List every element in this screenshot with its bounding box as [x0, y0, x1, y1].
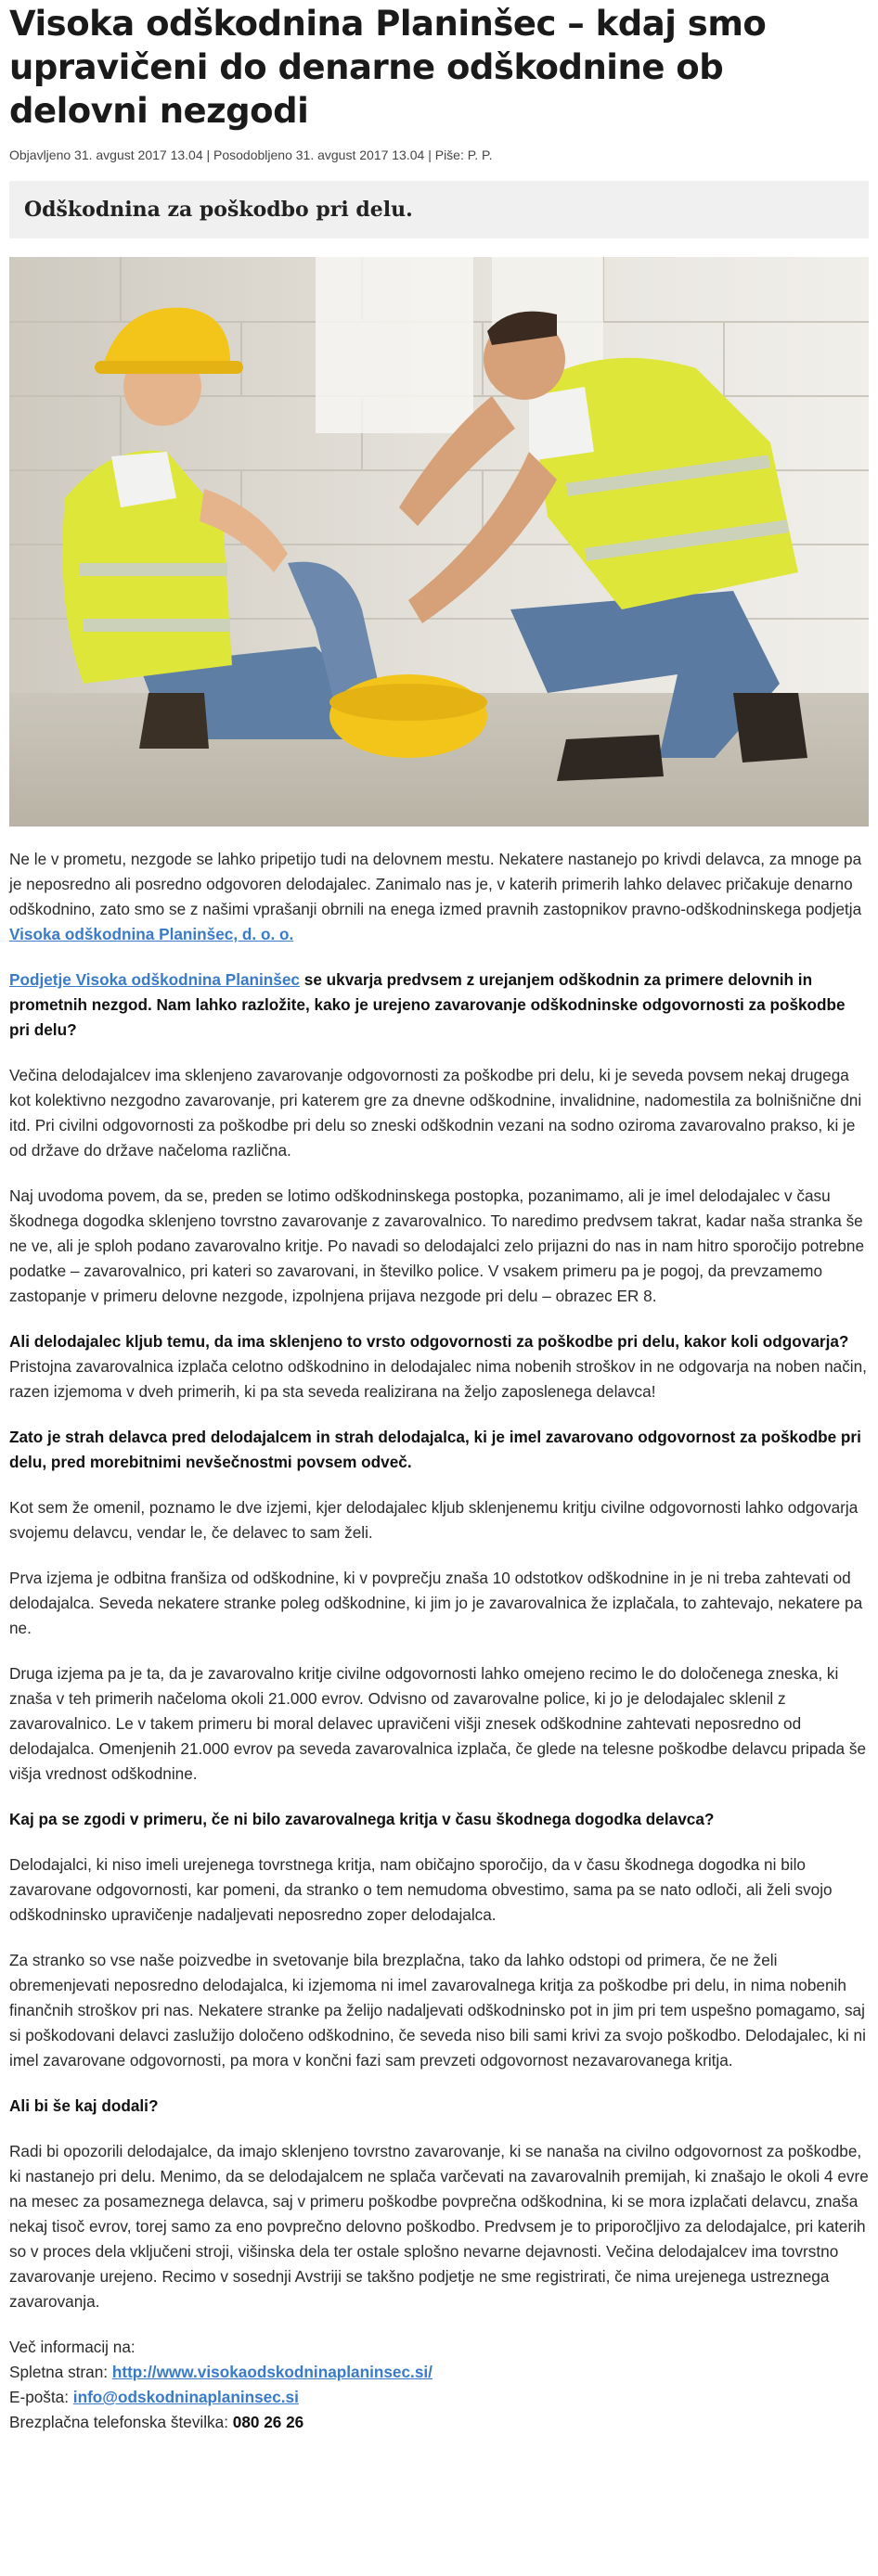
article-body — [9, 847, 869, 2435]
paragraph-8: Prva izjema je odbitna franšiza od odškodnine, ki v povprečju znaša 10 odstotkov odškodnine in je ni treba zahtevati od delodajalca. Seveda nekatere stranke poleg odškodnine, ki jim jo je zavarovalnica že izplačala, to zahtevajo, nekatere pa ne. — [9, 1569, 863, 1637]
question-4: Ali bi še kaj dodali? — [9, 2096, 159, 2115]
paragraph-intro — [9, 847, 869, 947]
question-2: Ali delodajalec kljub temu, da ima sklenjeno to vrsto odgovornosti za poškodbe pri delu, kakor koli odgovarja? — [9, 1332, 849, 1351]
hero-image — [9, 257, 869, 827]
question-1 — [9, 968, 869, 1043]
contact-info — [9, 2335, 869, 2435]
contact-email — [9, 2385, 869, 2410]
email-link[interactable]: info@odskodninaplaninsec.si — [72, 2388, 299, 2406]
paragraph-4: Naj uvodoma povem, da se, preden se lotimo odškodninskega postopka, pozanimamo, ali je imel delodajalec v času škodnega dogodka sklenjeno tovrstno zavarovanje z zavarovalnico. To naredimo predvsem takrat, kadar naša stranka še ne ve, ali je sploh podano zavarovalno kritje. Po navadi so delodajalci zelo prijazni do nas in nam hitro sporočijo potrebne podatke – zavarovalnico, pri kateri so zavarovani, in številko police. V vsakem primeru pa je pogoj, da prevzamemo zastopanje v primeru delovne nezgode, izpolnjena prijava nezgode pri delu – obrazec ER 8. — [9, 1186, 865, 1305]
paragraph-7: Kot sem že omenil, poznamo le dve izjemi, kjer delodajalec kljub sklenjenemu kritju civilne odgovornosti lahko odgovarja svojemu delavcu, vendar le, če delavec to sam želi. — [9, 1498, 859, 1542]
question-1-text: se ukvarja predvsem z urejanjem odškodnin za primere delovnih in prometnih nezgod. Nam lahko razložite, kako je urejeno zavarovanje odškodninske odgovornosti za poškodbe pri delu? — [9, 970, 846, 1039]
paragraph-12: Za stranko so vse naše poizvedbe in svetovanje bila brezplačna, tako da lahko odstopi od primera, če ne želi obremenjevati neposredno delodajalca, ki izjemoma ni imel zavarovalnega kritja za poškodbe pri delu, in nima nobenih finančnih stroškov pri nas. Nekatere stranke pa želijo nadaljevati odškodninsko pot in jim pri tem uspešno pomagamo, saj si poškodovani delavci zaslužijo določeno odškodnino, če seveda niso bili sami krivi za svojo poškodbo. Delodajalec, ki ni imel zavarovane odgovornosti, pa mora v končni fazi sam prevzeti odgovornost nezavarovanega kritja. — [9, 1951, 866, 2070]
web-label: Spletna stran: — [9, 2363, 112, 2381]
company-link-2[interactable]: Podjetje Visoka odškodnina Planinšec — [9, 970, 300, 989]
contact-intro: Več informacij na: — [9, 2338, 136, 2356]
question-3: Kaj pa se zgodi v primeru, če ni bilo zavarovalnega kritja v času škodnega dogodka delavca? — [9, 1810, 715, 1828]
company-link[interactable]: Visoka odškodnina Planinšec, d. o. o. — [9, 925, 294, 943]
website-link[interactable]: http://www.visokaodskodninaplaninsec.si/ — [111, 2363, 433, 2381]
article-lead: Odškodnina za poškodbo pri delu. — [9, 181, 869, 238]
paragraph-3: Večina delodajalcev ima sklenjeno zavarovanje odgovornosti za poškodbe pri delu, ki je seveda povsem nekaj drugega kot kolektivno nezgodno zavarovanje, pri katerem gre za dnevne odškodnine, invalidnine, nadomestila za bolnišnične dni itd. Pri civilni odgovornosti za poškodbe pri delu so zneski odškodnin vezani na sodno oziroma zavarovalno prakso, ki je od države do države načeloma različna. — [9, 1066, 862, 1160]
answer-2: Pristojna zavarovalnica izplača celotno odškodnino in delodajalec nima nobenih stroškov in ne odgovarja na noben način, razen izjemoma v dveh primerih, ki pa sta seveda realizirana na željo zaposlenega delavca! — [9, 1357, 867, 1401]
paragraph-intro-text: Ne le v prometu, nezgode se lahko pripetijo tudi na delovnem mestu. Nekatere nastanejo po krivdi delavca, za mnoge pa je neposredno ali posredno odgovoren delodajalec. Zanimalo nas je, v katerih primerih lahko delavec pričakuje denarno odškodnino, zato smo se z našimi vprašanji obrnili na enega izmed pravnih zastopnikov pravno-odškodninskega podjetja — [9, 850, 862, 918]
article-title: Visoka odškodnina Planinšec – kdaj smo upravičeni do denarne odškodnine ob delovni nezgodi — [9, 4, 767, 131]
paragraph-6: Zato je strah delavca pred delodajalcem in strah delodajalca, ki je imel zavarovano odgovornost za poškodbe pri delu, pred morebitnimi nevšečnostmi povsem odveč. — [9, 1428, 861, 1471]
phone-number: 080 26 26 — [232, 2413, 304, 2431]
paragraph-5 — [9, 1329, 869, 1404]
article-meta: Objavljeno 31. avgust 2017 13.04 | Posodobljeno 31. avgust 2017 13.04 | Piše: P. P. — [9, 147, 493, 162]
phone-label: Brezplačna telefonska številka: — [9, 2413, 233, 2431]
contact-web — [9, 2360, 869, 2385]
contact-phone — [9, 2410, 869, 2435]
paragraph-11: Delodajalci, ki niso imeli urejenega tovrstnega kritja, nam običajno sporočijo, da v času škodnega dogodka ni bilo zavarovane odgovornosti, kar pomeni, da stranko o tem nemudoma obvestimo, sama pa se nato odloči, ali želi svojo odškodninsko upravičenje nadaljevati neposredno zoper delodajalca. — [9, 1855, 833, 1924]
paragraph-9: Druga izjema pa je ta, da je zavarovalno kritje civilne odgovornosti lahko omejeno recimo le do določenega zneska, ki znaša v teh primerih načeloma okoli 21.000 evrov. Odvisno od zavarovalne police, ki jo je delodajalec sklenil z zavarovalnico. Le v takem primeru bi moral delavec upravičeni višji znesek odškodnine zahtevati neposredno od delodajalca. Omenjenih 21.000 evrov pa seveda zavarovalnica izplača, če glede na telesne poškodbe delavcu pripada še višja vrednost odškodnine. — [9, 1664, 867, 1783]
paragraph-14: Radi bi opozorili delodajalce, da imajo sklenjeno tovrstno zavarovanje, ki se nanaša na civilno odgovornost za poškodbe, ki nastanejo pri delu. Menimo, da se delodajalcem ne splača varčevati na zavarovalnih premijah, ki znašajo le okoli 4 evre na mesec za posameznega delavca, saj v primeru poškodbe povprečna odškodnina, ki se mora izplačati delavcu, znaša nekaj tisoč evrov, torej samo za eno povprečno delovno poškodbo. Predvsem je to priporočljivo za delodajalce, pri katerih so v proces dela vključeni stroji, višinska dela ter ostale splošno nevarne dejavnosti. Večina delodajalcev ima tovrstno zavarovanje urejeno. Recimo v sosednji Avstriji se takšno podjetje ne sme registrirati, če nima urejenega ustreznega zavarovanja. — [9, 2142, 869, 2311]
email-label: E-pošta: — [9, 2388, 73, 2406]
